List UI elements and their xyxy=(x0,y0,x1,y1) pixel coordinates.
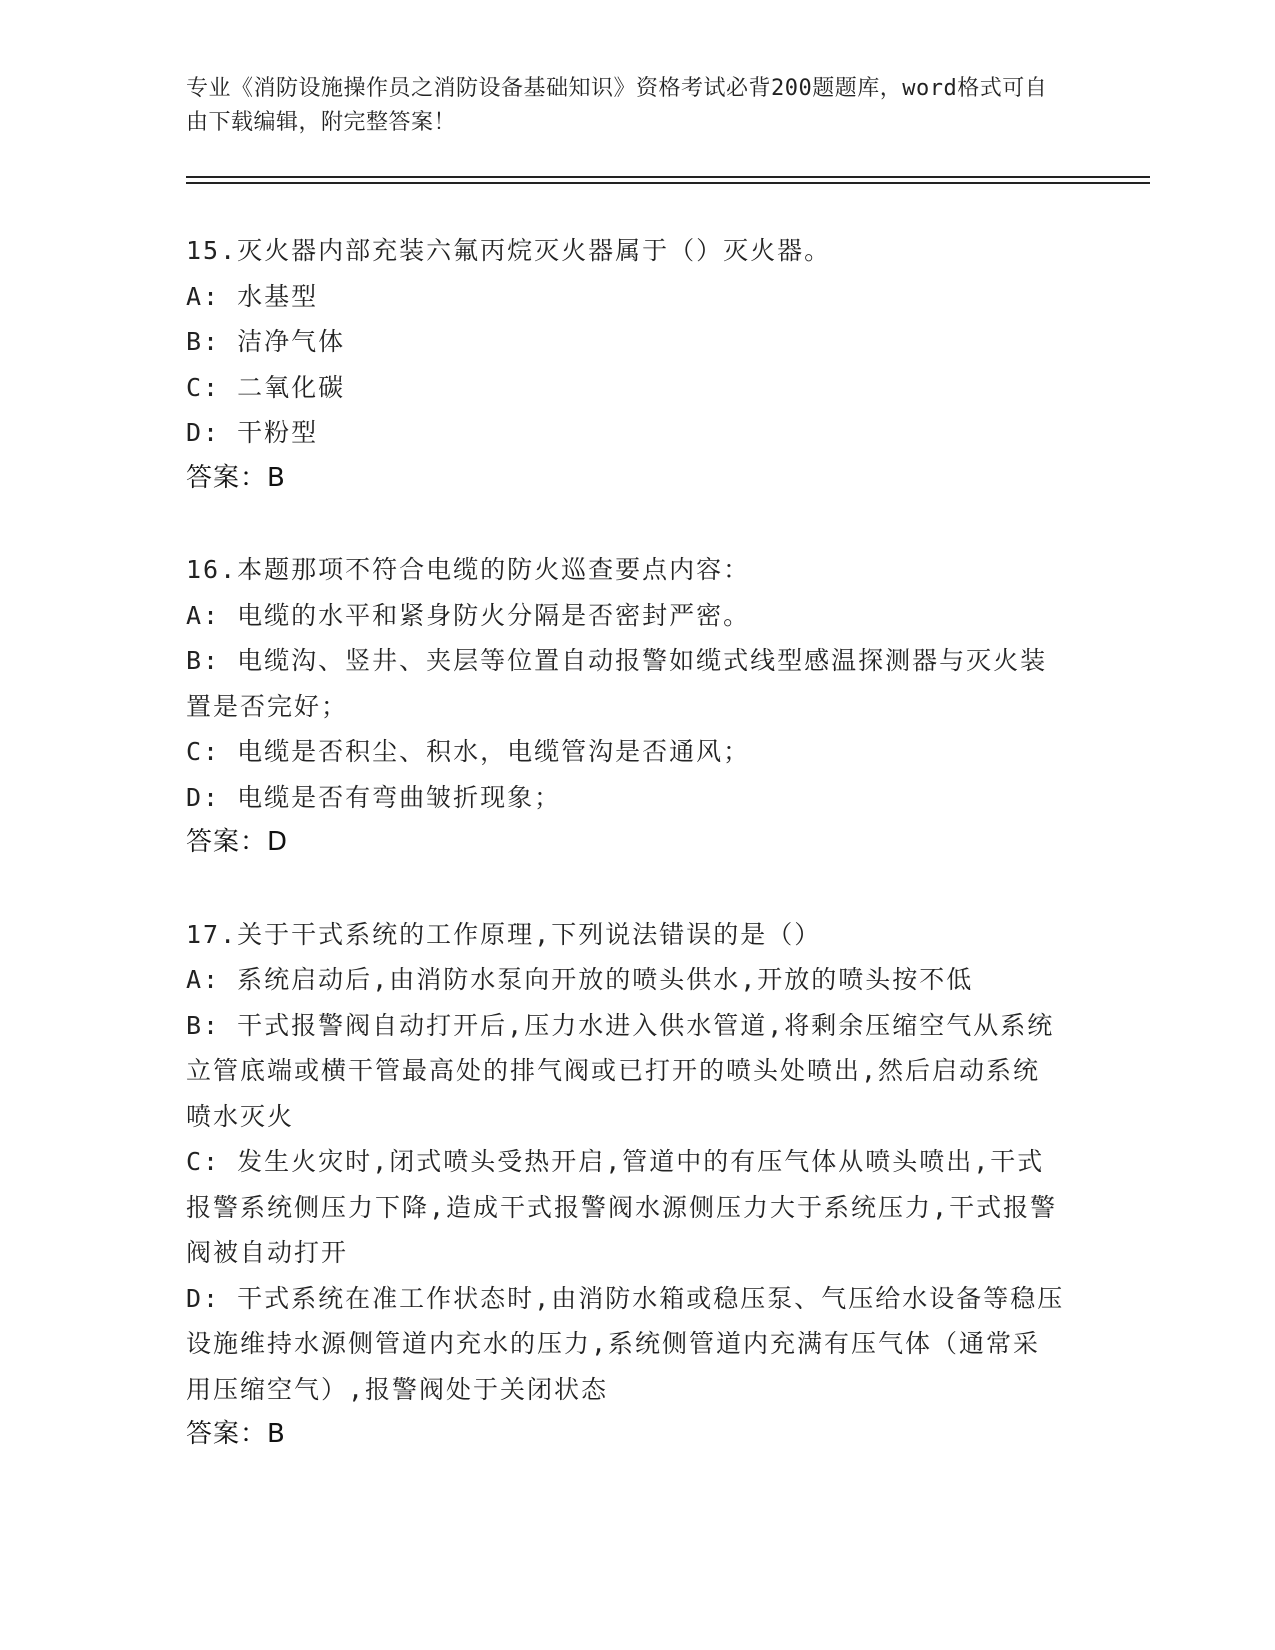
question-stem: 17.关于干式系统的工作原理,下列说法错误的是（） xyxy=(186,919,822,949)
question-16 xyxy=(186,547,1066,866)
option-b: B: 洁净气体 xyxy=(186,327,346,356)
option-c: C: 二氧化碳 xyxy=(186,372,346,402)
header-divider-top xyxy=(186,176,1150,178)
answer: 答案：B xyxy=(186,1419,286,1449)
option-c: C: 发生火灾时,闭式喷头受热开启,管道中的有压气体从喷头喷出,干式报警系统侧压力下降,造成干式报警阀水源侧压力大于系统压力,干式报警阀被自动打开 xyxy=(186,1147,1058,1267)
option-a: A: 电缆的水平和紧身防火分隔是否密封严密。 xyxy=(186,600,751,630)
option-a: A: 系统启动后,由消防水泵向开放的喷头供水,开放的喷头按不低 xyxy=(186,965,974,994)
answer: 答案：B xyxy=(186,462,286,493)
answer: 答案：D xyxy=(186,827,289,857)
option-b: B: 电缆沟、竖井、夹层等位置自动报警如缆式线型感温探测器与灭火装置是否完好； xyxy=(186,646,1048,721)
question-stem: 15.灭火器内部充装六氟丙烷灭火器属于（）灭火器。 xyxy=(186,236,832,265)
option-d: D: 干粉型 xyxy=(186,418,319,447)
option-c: C: 电缆是否积尘、积水，电缆管沟是否通风； xyxy=(186,737,751,766)
option-d: D: 干式系统在准工作状态时,由消防水箱或稳压泵、气压给水设备等稳压设施维持水源侧管道内充水的压力,系统侧管道内充满有压气体（通常采用压缩空气）,报警阀处于关闭状态 xyxy=(186,1283,1065,1404)
header-divider-bottom xyxy=(186,182,1150,184)
document-header: 专业《消防设施操作员之消防设备基础知识》资格考试必背200题题库，word格式可自由下载编辑，附完整答案！ xyxy=(186,76,1048,135)
question-list xyxy=(186,228,1066,1504)
option-a: A: 水基型 xyxy=(186,281,319,311)
question-17 xyxy=(186,912,1066,1458)
option-d: D: 电缆是否有弯曲皱折现象； xyxy=(186,782,562,812)
option-b: B: 干式报警阀自动打开后,压力水进入供水管道,将剩余压缩空气从系统立管底端或横干管最高处的排气阀或已打开的喷头处喷出,然后启动系统喷水灭火 xyxy=(186,1010,1055,1131)
question-stem: 16.本题那项不符合电缆的防火巡查要点内容： xyxy=(186,555,751,584)
question-15 xyxy=(186,228,1066,501)
